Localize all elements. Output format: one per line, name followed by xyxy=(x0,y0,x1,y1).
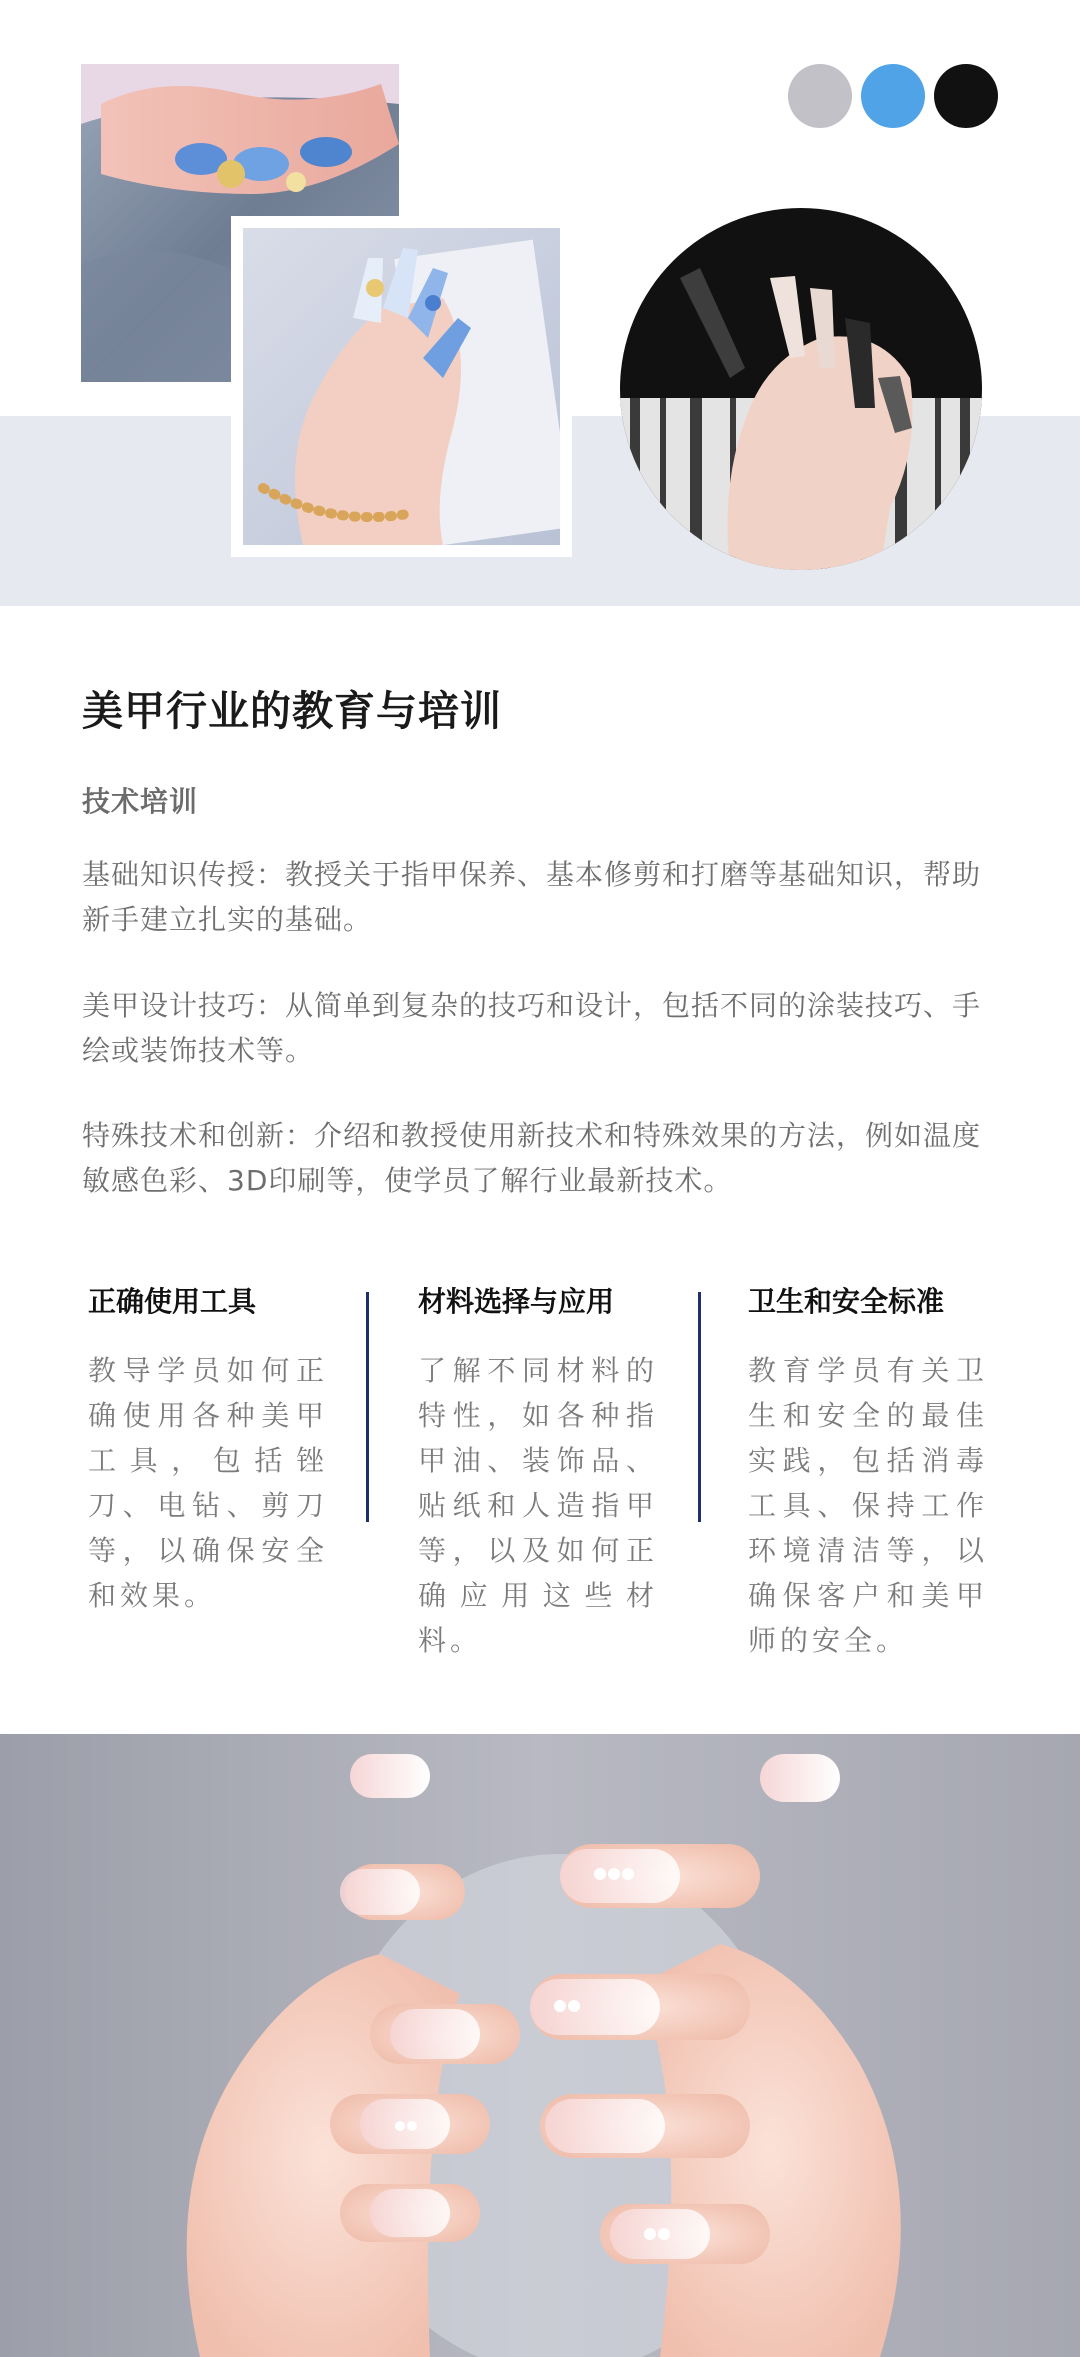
column-hygiene xyxy=(748,1280,988,1663)
blue-nails-hand-photo xyxy=(231,216,572,557)
column-tools xyxy=(88,1280,328,1618)
column-divider xyxy=(698,1292,701,1522)
column-heading: 材料选择与应用 xyxy=(418,1285,615,1318)
section-subtitle: 技术培训 xyxy=(82,785,199,818)
black-swatch xyxy=(934,64,998,128)
gray-swatch xyxy=(788,64,852,128)
page-title: 美甲行业的教育与培训 xyxy=(82,687,502,735)
column-materials xyxy=(418,1280,658,1663)
column-body: 教育学员有关卫生和安全的最佳实践，包括消毒工具、保持工作环境清洁等，以确保客户和美甲师的安全。 xyxy=(748,1354,988,1657)
column-body: 了解不同材料的特性，如各种指甲油、装饰品、贴纸和人造指甲等，以及如何正确应用这些材料。 xyxy=(418,1354,658,1657)
paragraph-basics: 基础知识传授：教授关于指甲保养、基本修剪和打磨等基础知识，帮助新手建立扎实的基础。 xyxy=(82,858,982,936)
pink-nails-glass-photo xyxy=(0,1734,1080,2357)
column-divider xyxy=(366,1292,369,1522)
striped-nails-circle-photo xyxy=(620,208,982,570)
paragraph-innovation: 特殊技术和创新：介绍和教授使用新技术和特殊效果的方法，例如温度敏感色彩、3D印刷等，使学员了解行业最新技术。 xyxy=(82,1119,982,1197)
column-heading: 卫生和安全标准 xyxy=(748,1285,945,1318)
blue-swatch xyxy=(861,64,925,128)
paragraph-design: 美甲设计技巧：从简单到复杂的技巧和设计，包括不同的涂装技巧、手绘或装饰技术等。 xyxy=(82,989,982,1067)
column-body: 教导学员如何正确使用各种美甲工具，包括锉刀、电钻、剪刀等，以确保安全和效果。 xyxy=(88,1354,328,1612)
column-heading: 正确使用工具 xyxy=(88,1285,257,1318)
